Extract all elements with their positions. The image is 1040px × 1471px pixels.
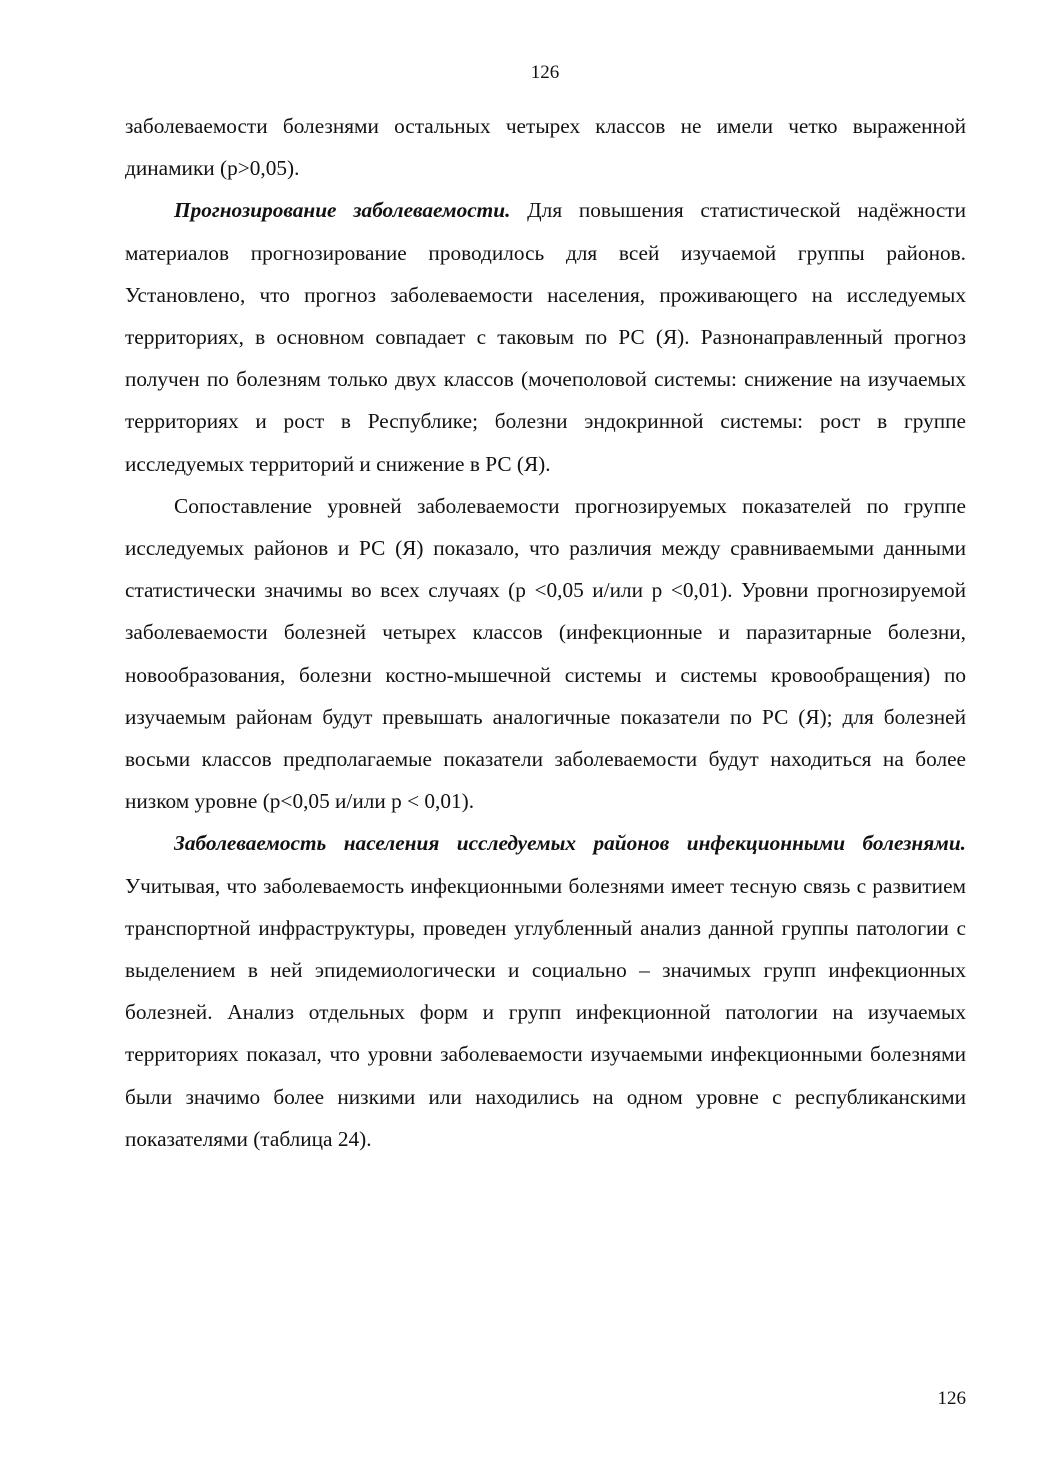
paragraph-text: Учитывая, что заболеваемость инфекционными болезнями имеет тесную связь с развитием транспортной инфраструктуры, проведен углубленный анализ данной группы патологии с выделением в ней эпидемиологически и социально – значимых групп инфекционных болезней. Анализ отдельных форм и групп инфекционной патологии на изучаемых территориях показал, что уровни заболеваемости изучаемыми инфекционными болезнями были значимо более низкими или находились на одном уровне с республиканскими показателями (таблица 24). bbox=[125, 873, 966, 1151]
paragraph-text: заболеваемости болезнями остальных четырех классов не имели четко выраженной динамики (p>0,05). bbox=[125, 114, 966, 181]
paragraph-continuation bbox=[125, 105, 966, 189]
page-number-top: 126 bbox=[530, 62, 560, 83]
inline-heading-infectious: Заболеваемость населения исследуемых районов инфекционными болезнями. bbox=[174, 831, 966, 856]
paragraph-forecasting bbox=[125, 189, 966, 484]
paragraph-text: Для повышения статистической надёжности материалов прогнозирование проводилось для всей изучаемой группы районов. Установлено, что прогноз заболеваемости населения, проживающего на исследуемых территориях, в основном совпадает с таковым по РС (Я). Разнонаправленный прогноз получен по болезням только двух классов (мочеполовой системы: снижение на изучаемых территориях и рост в Республике; болезни эндокринной системы: рост в группе исследуемых территорий и снижение в РС (Я). bbox=[125, 198, 966, 476]
paragraph-infectious bbox=[125, 822, 966, 1160]
document-body bbox=[125, 105, 966, 1160]
paragraph-comparison bbox=[125, 485, 966, 823]
paragraph-text: Сопоставление уровней заболеваемости прогнозируемых показателей по группе исследуемых районов и РС (Я) показало, что различия между сравниваемыми данными статистически значимы во всех случаях (р <0,05 и/или р <0,01). Уровни прогнозируемой заболеваемости болезней четырех классов (инфекционные и паразитарные болезни, новообразования, болезни костно-мышечной системы и системы кровообращения) по изучаемым районам будут превышать аналогичные показатели по РС (Я); для болезней восьми классов предполагаемые показатели заболеваемости будут находиться на более низком уровне (р<0,05 и/или р < 0,01). bbox=[125, 493, 966, 814]
page-number-bottom: 126 bbox=[937, 1388, 966, 1409]
inline-heading-forecasting: Прогнозирование заболеваемости. bbox=[174, 198, 511, 223]
